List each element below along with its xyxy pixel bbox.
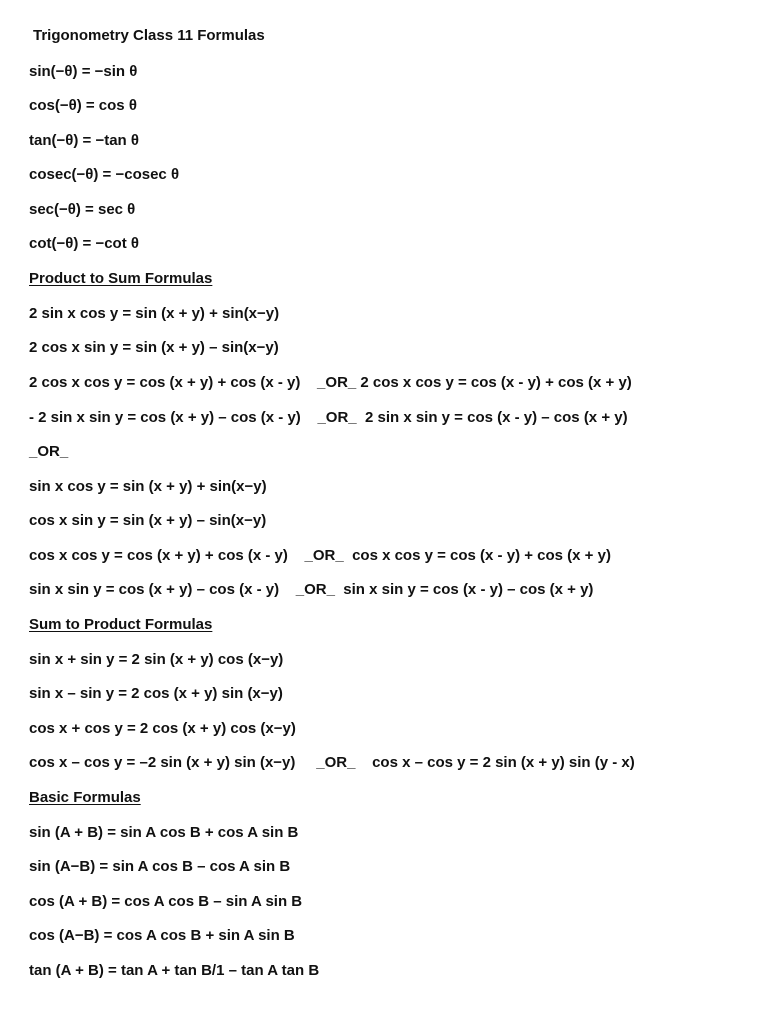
formula-line: tan(−θ) = −tan θ bbox=[29, 132, 139, 149]
formula-line: cos (A + B) = cos A cos B – sin A sin B bbox=[29, 893, 303, 910]
formula-line: cosec(−θ) = −cosec θ bbox=[29, 166, 180, 183]
formula-line: sin x sin y = cos (x + y) – cos (x - y) _OR_ sin x sin y = cos (x - y) – cos (x + y) bbox=[29, 581, 594, 598]
section-heading-basic-formulas: Basic Formulas bbox=[29, 789, 141, 806]
formula-line: 2 sin x cos y = sin (x + y) + sin(x−y) bbox=[29, 305, 280, 322]
formula-line: sin (A−B) = sin A cos B – cos A sin B bbox=[29, 858, 291, 875]
formula-line: cos(−θ) = cos θ bbox=[29, 97, 137, 114]
formula-line: sin x cos y = sin (x + y) + sin(x−y) bbox=[29, 478, 267, 495]
formula-line: sin x + sin y = 2 sin (x + y) cos (x−y) bbox=[29, 651, 284, 668]
formula-line: cos x + cos y = 2 cos (x + y) cos (x−y) bbox=[29, 720, 296, 737]
formula-line: tan (A + B) = tan A + tan B/1 – tan A tan B bbox=[29, 962, 320, 979]
formula-line: cos x cos y = cos (x + y) + cos (x - y) _OR_ cos x cos y = cos (x - y) + cos (x + y) bbox=[29, 547, 611, 564]
formula-line: sin (A + B) = sin A cos B + cos A sin B bbox=[29, 824, 299, 841]
formula-line: cos x – cos y = –2 sin (x + y) sin (x−y) _OR_ cos x – cos y = 2 sin (x + y) sin (y - x) bbox=[29, 754, 635, 771]
formula-line: cot(−θ) = −cot θ bbox=[29, 235, 139, 252]
formula-line: cos (A−B) = cos A cos B + sin A sin B bbox=[29, 927, 295, 944]
formula-line: cos x sin y = sin (x + y) – sin(x−y) bbox=[29, 512, 267, 529]
document-title: Trigonometry Class 11 Formulas bbox=[33, 27, 265, 44]
formula-line: - 2 sin x sin y = cos (x + y) – cos (x - y) _OR_ 2 sin x sin y = cos (x - y) – cos (x + y) bbox=[29, 409, 628, 426]
formula-line: 2 cos x cos y = cos (x + y) + cos (x - y) _OR_ 2 cos x cos y = cos (x - y) + cos (x + y) bbox=[29, 374, 632, 391]
or-separator: _OR_ bbox=[29, 443, 69, 460]
formula-line: 2 cos x sin y = sin (x + y) – sin(x−y) bbox=[29, 339, 279, 356]
formula-line: sin x – sin y = 2 cos (x + y) sin (x−y) bbox=[29, 685, 283, 702]
formula-line: sin(−θ) = −sin θ bbox=[29, 63, 138, 80]
formula-line: sec(−θ) = sec θ bbox=[29, 201, 136, 218]
section-heading-sum-to-product: Sum to Product Formulas bbox=[29, 616, 213, 633]
section-heading-product-to-sum: Product to Sum Formulas bbox=[29, 270, 213, 287]
